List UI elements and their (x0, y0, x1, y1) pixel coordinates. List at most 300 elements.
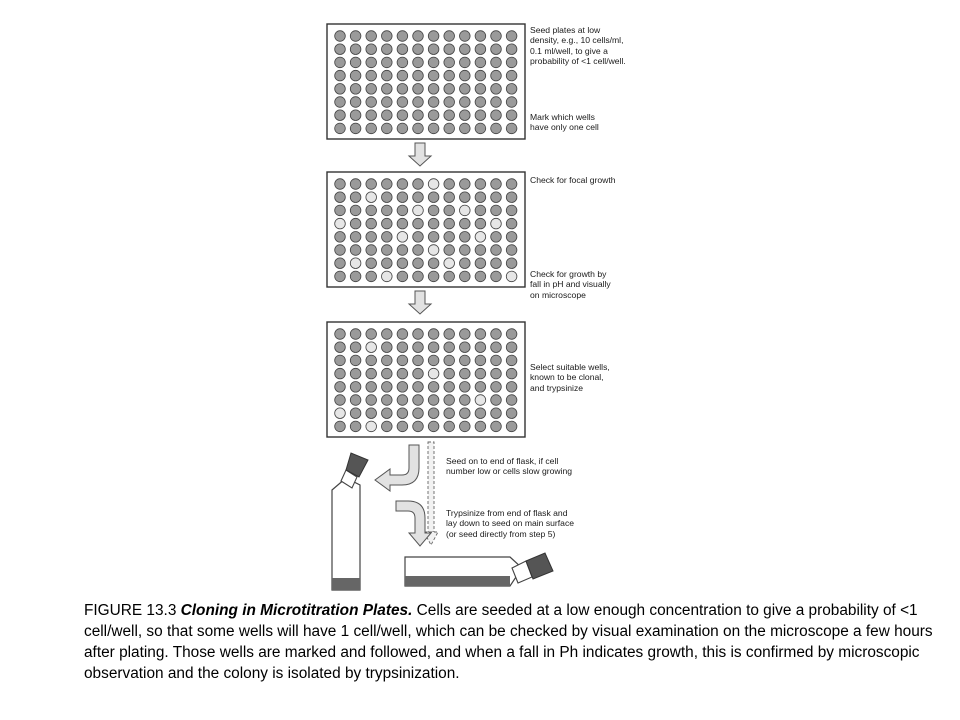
well (413, 368, 424, 379)
well (506, 84, 517, 95)
well (491, 205, 502, 216)
well (444, 355, 455, 366)
well (382, 70, 393, 81)
well (397, 368, 408, 379)
well (366, 57, 377, 68)
well (491, 329, 502, 340)
well (382, 84, 393, 95)
well (335, 421, 346, 432)
well (491, 84, 502, 95)
well (428, 84, 439, 95)
well (506, 123, 517, 134)
well (335, 70, 346, 81)
well (397, 245, 408, 256)
well-with-growth (428, 179, 439, 190)
well (428, 421, 439, 432)
well (413, 245, 424, 256)
well (366, 31, 377, 42)
well (460, 31, 471, 42)
well (444, 329, 455, 340)
upright-flask (332, 453, 368, 590)
well (413, 31, 424, 42)
well (382, 368, 393, 379)
well (413, 355, 424, 366)
well (460, 382, 471, 393)
well (366, 70, 377, 81)
well (335, 110, 346, 121)
well (460, 271, 471, 282)
well (491, 368, 502, 379)
well (460, 245, 471, 256)
well (413, 179, 424, 190)
well (444, 368, 455, 379)
well (366, 110, 377, 121)
well (350, 245, 361, 256)
well (335, 382, 346, 393)
well (335, 355, 346, 366)
well (413, 97, 424, 108)
well (350, 179, 361, 190)
well (413, 44, 424, 55)
well (460, 57, 471, 68)
well (350, 123, 361, 134)
well (428, 44, 439, 55)
well (506, 31, 517, 42)
well (397, 192, 408, 203)
well (444, 421, 455, 432)
well (350, 192, 361, 203)
figure-caption (84, 600, 958, 684)
well (350, 382, 361, 393)
well (475, 192, 486, 203)
well (444, 382, 455, 393)
well (444, 70, 455, 81)
well (428, 408, 439, 419)
well (382, 110, 393, 121)
well (428, 123, 439, 134)
well (475, 368, 486, 379)
well (444, 232, 455, 243)
well (506, 368, 517, 379)
well-with-growth (335, 218, 346, 229)
well (491, 192, 502, 203)
well (475, 110, 486, 121)
well (366, 382, 377, 393)
well (491, 258, 502, 269)
well (444, 218, 455, 229)
well (428, 192, 439, 203)
well (382, 123, 393, 134)
well (460, 70, 471, 81)
well (444, 44, 455, 55)
well (366, 44, 377, 55)
well (335, 31, 346, 42)
step6-note: Seed on to end of flask, if cell number low or cells slow growing (446, 456, 573, 477)
well (444, 179, 455, 190)
well (397, 329, 408, 340)
well (350, 57, 361, 68)
well-with-growth (413, 205, 424, 216)
well (460, 258, 471, 269)
well (460, 342, 471, 353)
well (382, 382, 393, 393)
well (491, 44, 502, 55)
well (428, 218, 439, 229)
well (350, 271, 361, 282)
well (382, 205, 393, 216)
dashed-down-arrow (424, 442, 438, 545)
well (382, 218, 393, 229)
well (382, 179, 393, 190)
well (413, 271, 424, 282)
well (506, 342, 517, 353)
well (366, 205, 377, 216)
well (413, 258, 424, 269)
well-with-growth (428, 245, 439, 256)
well (428, 382, 439, 393)
well-with-growth (444, 258, 455, 269)
well (335, 271, 346, 282)
well (366, 123, 377, 134)
well (397, 421, 408, 432)
well (428, 395, 439, 406)
well (475, 205, 486, 216)
well (475, 70, 486, 81)
well (506, 408, 517, 419)
plate-2 (327, 172, 525, 287)
well (413, 408, 424, 419)
well (506, 258, 517, 269)
well (397, 355, 408, 366)
well (444, 97, 455, 108)
well (413, 395, 424, 406)
well (350, 110, 361, 121)
well (413, 110, 424, 121)
well (460, 218, 471, 229)
well (382, 57, 393, 68)
well (491, 395, 502, 406)
microtitration-plates (327, 24, 525, 437)
well (350, 368, 361, 379)
well (366, 271, 377, 282)
well (444, 395, 455, 406)
well (475, 31, 486, 42)
well (366, 232, 377, 243)
plate-1 (327, 24, 525, 139)
well (491, 110, 502, 121)
well (335, 57, 346, 68)
well (397, 70, 408, 81)
well (413, 192, 424, 203)
well (428, 97, 439, 108)
well (335, 179, 346, 190)
well (475, 421, 486, 432)
down-arrow-2 (409, 291, 431, 314)
curved-arrow-to-upright-flask (375, 445, 419, 491)
well (460, 368, 471, 379)
well (366, 258, 377, 269)
well (397, 218, 408, 229)
well (350, 31, 361, 42)
well (397, 205, 408, 216)
well (506, 355, 517, 366)
well (428, 329, 439, 340)
well (444, 31, 455, 42)
well (506, 179, 517, 190)
step3-note: Check for focal growth (530, 175, 616, 185)
well (413, 123, 424, 134)
well (382, 258, 393, 269)
well (506, 192, 517, 203)
well (413, 382, 424, 393)
well (335, 97, 346, 108)
well (460, 84, 471, 95)
well-with-growth (428, 368, 439, 379)
curved-arrow-to-horizontal-flask (396, 501, 431, 546)
well (382, 408, 393, 419)
well (460, 97, 471, 108)
well (428, 232, 439, 243)
well (382, 232, 393, 243)
well (413, 57, 424, 68)
well (335, 395, 346, 406)
well (444, 110, 455, 121)
well (475, 245, 486, 256)
well (350, 218, 361, 229)
well (335, 245, 346, 256)
well (382, 245, 393, 256)
well (475, 84, 486, 95)
well (491, 123, 502, 134)
well (382, 421, 393, 432)
well (460, 232, 471, 243)
well (506, 97, 517, 108)
well (350, 342, 361, 353)
well (444, 192, 455, 203)
well (366, 329, 377, 340)
well (413, 342, 424, 353)
well (475, 179, 486, 190)
well (460, 179, 471, 190)
well (335, 192, 346, 203)
well (382, 192, 393, 203)
well (444, 57, 455, 68)
well-with-growth (366, 192, 377, 203)
down-arrow-1 (409, 143, 431, 166)
well-with-growth (335, 408, 346, 419)
plate-3 (327, 322, 525, 437)
well (366, 355, 377, 366)
well (460, 408, 471, 419)
well (506, 395, 517, 406)
well (350, 421, 361, 432)
well (350, 329, 361, 340)
well (506, 329, 517, 340)
well (428, 110, 439, 121)
step4-note: Check for growth by fall in pH and visually on microscope (530, 269, 611, 300)
well (491, 408, 502, 419)
well (475, 57, 486, 68)
well (366, 245, 377, 256)
well (428, 57, 439, 68)
well (350, 97, 361, 108)
well (428, 355, 439, 366)
well (475, 382, 486, 393)
well (397, 179, 408, 190)
well (366, 368, 377, 379)
well (444, 84, 455, 95)
well (397, 382, 408, 393)
well (475, 342, 486, 353)
well (350, 205, 361, 216)
well (460, 44, 471, 55)
well (506, 382, 517, 393)
well (506, 44, 517, 55)
well (506, 70, 517, 81)
step7-note: Trypsinize from end of flask and lay down to seed on main surface (or seed directly from step 5) (446, 508, 575, 539)
well (491, 31, 502, 42)
well (382, 97, 393, 108)
well (382, 395, 393, 406)
well (428, 342, 439, 353)
well (350, 84, 361, 95)
well (506, 421, 517, 432)
well (382, 31, 393, 42)
well (350, 44, 361, 55)
step2-note: Mark which wells have only one cell (530, 112, 599, 133)
well (382, 44, 393, 55)
well (350, 70, 361, 81)
well (335, 44, 346, 55)
well (397, 44, 408, 55)
well (491, 97, 502, 108)
well (491, 382, 502, 393)
caption-body: Cells are seeded at a low enough concentration to give a probability of <1 cell/well, so that some wells will have 1 cell/well, which can be checked by visual examination on the microscope a few hours after plating. Those wells are marked and followed, and when a fall in Ph indicates growth, this is confirmed by microscopic observation and the colony is isolated by trypsinization. (84, 602, 933, 682)
well (460, 395, 471, 406)
well (475, 271, 486, 282)
well-with-growth (506, 271, 517, 282)
well (397, 57, 408, 68)
well (475, 258, 486, 269)
well (366, 218, 377, 229)
well (428, 258, 439, 269)
well (413, 70, 424, 81)
well (335, 258, 346, 269)
well-with-growth (366, 421, 377, 432)
well (475, 218, 486, 229)
well (491, 342, 502, 353)
well (350, 408, 361, 419)
well (491, 179, 502, 190)
well-with-growth (366, 342, 377, 353)
well (444, 123, 455, 134)
well (506, 245, 517, 256)
well (335, 342, 346, 353)
well (397, 84, 408, 95)
well (491, 355, 502, 366)
well (506, 57, 517, 68)
well-with-growth (475, 395, 486, 406)
well (491, 70, 502, 81)
well (428, 70, 439, 81)
well (475, 408, 486, 419)
well (397, 395, 408, 406)
well (491, 57, 502, 68)
well (382, 329, 393, 340)
well (366, 97, 377, 108)
well (460, 192, 471, 203)
well (413, 421, 424, 432)
horizontal-flask (405, 553, 553, 586)
well (491, 421, 502, 432)
well (506, 232, 517, 243)
well (475, 123, 486, 134)
well-with-growth (460, 205, 471, 216)
well-with-growth (382, 271, 393, 282)
well (444, 408, 455, 419)
well (397, 342, 408, 353)
well (491, 245, 502, 256)
well (397, 110, 408, 121)
well (460, 110, 471, 121)
well (428, 31, 439, 42)
well (428, 271, 439, 282)
well (335, 232, 346, 243)
well (444, 245, 455, 256)
well (475, 355, 486, 366)
well (475, 44, 486, 55)
well-with-growth (397, 232, 408, 243)
caption-figure-label: FIGURE 13.3 (84, 602, 177, 619)
well (335, 329, 346, 340)
well (506, 110, 517, 121)
step5-note: Select suitable wells, known to be clonal, and trypsinize (530, 362, 610, 393)
well (350, 232, 361, 243)
well (460, 421, 471, 432)
well (444, 342, 455, 353)
well (366, 395, 377, 406)
well (335, 205, 346, 216)
well (428, 205, 439, 216)
well (397, 258, 408, 269)
well (491, 232, 502, 243)
well (335, 123, 346, 134)
well-with-growth (491, 218, 502, 229)
well (506, 218, 517, 229)
well (444, 271, 455, 282)
well (413, 218, 424, 229)
well (397, 31, 408, 42)
well-with-growth (475, 232, 486, 243)
well (382, 342, 393, 353)
well (366, 408, 377, 419)
well-with-growth (350, 258, 361, 269)
well (366, 179, 377, 190)
well (350, 395, 361, 406)
well (397, 271, 408, 282)
well (491, 271, 502, 282)
well (460, 355, 471, 366)
well (397, 123, 408, 134)
well (506, 205, 517, 216)
well (335, 84, 346, 95)
well (444, 205, 455, 216)
well (335, 368, 346, 379)
well (475, 97, 486, 108)
well (413, 329, 424, 340)
well (460, 329, 471, 340)
well (475, 329, 486, 340)
